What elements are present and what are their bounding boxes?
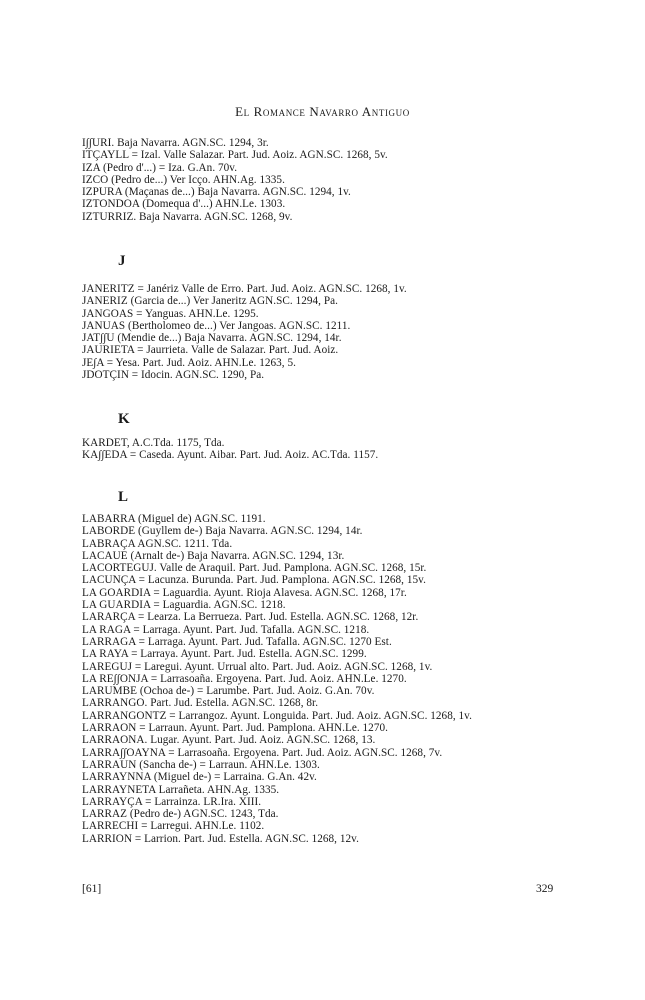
entry: LARRECHI = Larregui. AHN.Le. 1102. (82, 820, 265, 833)
entry: ITÇAYLL = Izal. Valle Salazar. Part. Jud. Aoiz. AGN.SC. 1268, 5v. (82, 149, 388, 162)
entry: LARRAYNNA (Miguel de-) = Larraina. G.An. 42v. (82, 771, 317, 784)
entry: LARRAYNETA Larrañeta. AHN.Ag. 1335. (82, 783, 280, 796)
entry: KARDET, A.C.Tda. 1175, Tda. (82, 437, 225, 449)
entry: LARRAONA. Lugar. Ayunt. Part. Jud. Aoiz. AGN.SC. 1268, 13. (82, 734, 376, 747)
entry: LARRAUN (Sancha de-) = Larraun. AHN.Le. 1303. (82, 758, 320, 771)
entry: LA RAYA = Larraya. Ayunt. Part. Jud. Estella. AGN.SC. 1299. (82, 648, 367, 661)
entry: LARRAYÇA = Larrainza. LR.Ira. XIII. (82, 795, 262, 808)
entry: JDOTÇIN = Idocin. AGN.SC. 1290, Pa. (82, 369, 265, 382)
section-letter-k: K (118, 411, 130, 427)
entry: LA GUARDIA = Laguardia. AGN.SC. 1218. (82, 599, 286, 612)
section-i-entries (82, 137, 562, 223)
entry: LARRANGONTZ = Larrangoz. Ayunt. Longuida. Part. Jud. Aoiz. AGN.SC. 1268, 1v. (82, 709, 472, 722)
entry: IZCO (Pedro de...) Ver Icço. AHN.Ag. 1335. (82, 173, 285, 186)
entry: IZTURRIZ. Baja Navarra. AGN.SC. 1268, 9v. (82, 210, 293, 223)
page-number: 329 (536, 883, 554, 895)
entry: JANGOAS = Yanguas. AHN.Le. 1295. (82, 307, 259, 320)
entry: LARRION = Larrion. Part. Jud. Estella. AGN.SC. 1268, 12v. (82, 832, 359, 845)
entry: LARARÇA = Learza. La Berrueza. Part. Jud. Estella. AGN.SC. 1268, 12r. (82, 611, 419, 624)
entry: LABARRA (Miguel de) AGN.SC. 1191. (82, 513, 266, 525)
entry: LACUNÇA = Lacunza. Burunda. Part. Jud. Pamplona. AGN.SC. 1268, 15v. (82, 574, 426, 587)
entry: IZA (Pedro d'...) = Iza. G.An. 70v. (82, 161, 238, 174)
entry: LACORTEGUJ. Valle de Araquil. Part. Jud. Pamplona. AGN.SC. 1268, 15r. (82, 562, 427, 575)
footer-bracket-number: [61] (82, 883, 102, 895)
entry: JAURIETA = Jaurrieta. Valle de Salazar. Part. Jud. Aoiz. (82, 344, 339, 357)
section-letter-j: J (118, 253, 126, 269)
entry: LAREGUJ = Laregui. Ayunt. Urrual alto. Part. Jud. Aoiz. AGN.SC. 1268, 1v. (82, 660, 433, 673)
entry: IZPURA (Maçanas de...) Baja Navarra. AGN.SC. 1294, 1v. (82, 186, 351, 199)
entry: LARUMBE (Ochoa de-) = Larumbe. Part. Jud. Aoiz. G.An. 70v. (82, 685, 375, 698)
section-j-entries (82, 283, 562, 381)
entry: LARRAGA = Larraga. Ayunt. Part. Jud. Tafalla. AGN.SC. 1270 Est. (82, 635, 392, 648)
entry: IZTONDOA (Domequa d'...) AHN.Le. 1303. (82, 198, 286, 211)
entry: I∫∫URI. Baja Navarra. AGN.SC. 1294, 3r. (82, 137, 269, 149)
entry: LABORDE (Guyllem de-) Baja Navarra. AGN.SC. 1294, 14r. (82, 525, 363, 538)
entry: LARRA∫∫OAYNA = Larrasoaña. Ergoyena. Part. Jud. Aoiz. AGN.SC. 1268, 7v. (82, 746, 443, 759)
entry: LA GOARDIA = Laguardia. Ayunt. Rioja Alavesa. AGN.SC. 1268, 17r. (82, 586, 407, 599)
entry: JANERIZ (Garcia de...) Ver Janeritz AGN.SC. 1294, Pa. (82, 295, 338, 308)
entry: JAT∫∫U (Mendie de...) Baja Navarra. AGN.SC. 1294, 14r. (82, 332, 342, 345)
entry: LARRAZ (Pedro de-) AGN.SC. 1243, Tda. (82, 808, 279, 821)
entry: JANERITZ = Janériz Valle de Erro. Part. Jud. Aoiz. AGN.SC. 1268, 1v. (82, 283, 407, 295)
entry: LARRANGO. Part. Jud. Estella. AGN.SC. 1268, 8r. (82, 697, 319, 710)
entry: JE∫A = Yesa. Part. Jud. Aoiz. AHN.Le. 1263, 5. (82, 356, 296, 369)
section-letter-l: L (118, 489, 129, 505)
entry: LA RAGA = Larraga. Ayunt. Part. Jud. Tafalla. AGN.SC. 1218. (82, 623, 370, 636)
entry: LA RE∫∫ONJA = Larrasoaña. Ergoyena. Part. Jud. Aoiz. AHN.Le. 1270. (82, 672, 407, 685)
entry: KA∫∫EDA = Caseda. Ayunt. Aibar. Part. Jud. Aoiz. AC.Tda. 1157. (82, 449, 379, 462)
entry: LACAUE (Arnalt de-) Baja Navarra. AGN.SC. 1294, 13r. (82, 549, 345, 562)
running-head: El Romance Navarro Antiguo (235, 104, 410, 119)
section-k-entries (82, 437, 562, 462)
entry: LABRAÇA AGN.SC. 1211. Tda. (82, 537, 233, 550)
section-l-entries (82, 513, 562, 845)
entry: LARRAON = Larraun. Ayunt. Part. Jud. Pamplona. AHN.Le. 1270. (82, 722, 388, 735)
entry: JANUAS (Bertholomeo de...) Ver Jangoas. AGN.SC. 1211. (82, 319, 351, 332)
